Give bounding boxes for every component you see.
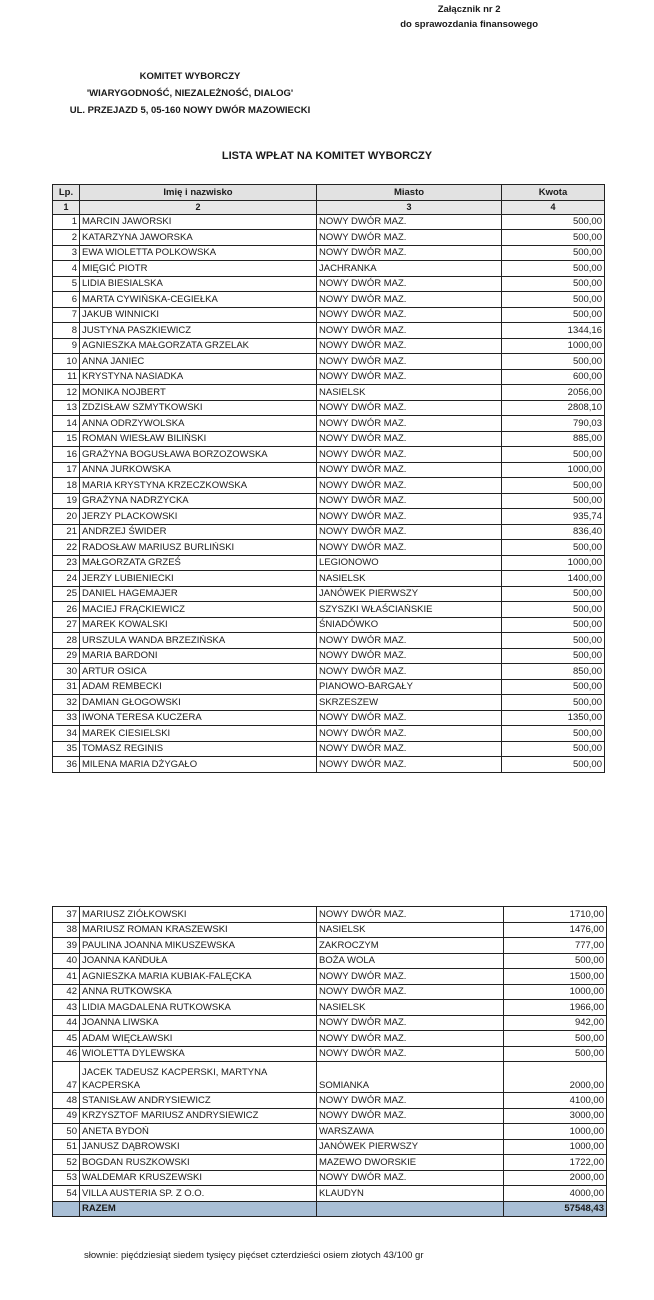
row-amount: 500,00 [502,679,605,695]
row-amount: 3000,00 [504,1108,607,1124]
row-city: NOWY DWÓR MAZ. [317,307,502,323]
row-amount: 500,00 [502,741,605,757]
table-row [53,648,605,664]
header-amount: Kwota [502,185,605,201]
row-lp: 3 [53,245,80,261]
row-city: NOWY DWÓR MAZ. [317,648,502,664]
row-amount: 500,00 [502,602,605,618]
row-city: WARSZAWA [317,1124,504,1140]
table-row [53,664,605,680]
row-lp: 12 [53,385,80,401]
row-city: SZYSZKI WŁAŚCIAŃSKIE [317,602,502,618]
row-amount: 500,00 [502,292,605,308]
row-city: NOWY DWÓR MAZ. [317,509,502,525]
row-name: ANNA JANIEC [80,354,317,370]
header-row [53,185,605,201]
table-row [53,447,605,463]
row-name: MILENA MARIA DŻYGAŁO [80,757,317,773]
row-city: NOWY DWÓR MAZ. [317,276,502,292]
row-lp: 23 [53,555,80,571]
row-lp: 26 [53,602,80,618]
row-lp: 25 [53,586,80,602]
row-amount: 935,74 [502,509,605,525]
colnum-3: 3 [317,200,502,214]
row-lp: 18 [53,478,80,494]
row-lp: 27 [53,617,80,633]
row-lp: 39 [53,938,80,954]
row-name: KATARZYNA JAWORSKA [80,230,317,246]
row-lp: 2 [53,230,80,246]
row-city: NOWY DWÓR MAZ. [317,369,502,385]
table-row [53,478,605,494]
row-lp: 52 [53,1155,80,1171]
row-amount: 500,00 [502,245,605,261]
total-label: RAZEM [80,1201,317,1217]
table-row [53,726,605,742]
row-city: NOWY DWÓR MAZ. [317,1093,504,1109]
row-city: LEGIONOWO [317,555,502,571]
row-name: ADAM REMBECKI [80,679,317,695]
table-row [53,1170,607,1186]
row-name: URSZULA WANDA BRZEZIŃSKA [80,633,317,649]
row-name: JOANNA LIWSKA [80,1015,317,1031]
row-city: NOWY DWÓR MAZ. [317,1108,504,1124]
table-row [53,586,605,602]
row-city: NOWY DWÓR MAZ. [317,416,502,432]
row-name: MARIA BARDONI [80,648,317,664]
row-lp: 47 [53,1062,80,1093]
header-city: Miasto [317,185,502,201]
table-row [53,953,607,969]
row-city: NOWY DWÓR MAZ. [317,338,502,354]
row-amount: 500,00 [502,586,605,602]
table-row [53,1155,607,1171]
row-amount: 500,00 [502,695,605,711]
table-row [53,292,605,308]
row-lp: 15 [53,431,80,447]
row-city: NOWY DWÓR MAZ. [317,969,504,985]
row-name: WIOLETTA DYLEWSKA [80,1046,317,1062]
row-amount: 850,00 [502,664,605,680]
table-row [53,323,605,339]
table-row [53,907,607,923]
table-row [53,922,607,938]
row-city: NOWY DWÓR MAZ. [317,524,502,540]
column-number-row [53,200,605,214]
table-row [53,385,605,401]
row-lp: 11 [53,369,80,385]
row-city: PIANOWO-BARGAŁY [317,679,502,695]
table-row [53,261,605,277]
row-amount: 500,00 [502,757,605,773]
row-amount: 1400,00 [502,571,605,587]
row-name: DAMIAN GŁOGOWSKI [80,695,317,711]
row-name: MAŁGORZATA GRZEŚ [80,555,317,571]
row-city: NOWY DWÓR MAZ. [317,710,502,726]
total-amount: 57548,43 [504,1201,607,1217]
row-name: ARTUR OSICA [80,664,317,680]
row-amount: 1350,00 [502,710,605,726]
row-lp: 4 [53,261,80,277]
row-name: PAULINA JOANNA MIKUSZEWSKA [80,938,317,954]
table-row [53,1186,607,1202]
attachment-note [400,2,538,32]
total-city [317,1201,504,1217]
row-lp: 49 [53,1108,80,1124]
row-name: AGNIESZKA MARIA KUBIAK-FALĘCKA [80,969,317,985]
row-amount: 500,00 [502,307,605,323]
row-city: NOWY DWÓR MAZ. [317,323,502,339]
document-title: LISTA WPŁAT NA KOMITET WYBORCZY [221,150,433,162]
row-lp: 43 [53,1000,80,1016]
row-city: NASIELSK [317,385,502,401]
row-amount: 2056,00 [502,385,605,401]
row-amount: 500,00 [502,276,605,292]
table-row [53,214,605,230]
row-amount: 1500,00 [504,969,607,985]
row-amount: 500,00 [502,540,605,556]
row-name: MARCIN JAWORSKI [80,214,317,230]
row-city: NOWY DWÓR MAZ. [317,633,502,649]
colnum-4: 4 [502,200,605,214]
row-city: NOWY DWÓR MAZ. [317,214,502,230]
row-city: NOWY DWÓR MAZ. [317,664,502,680]
row-name: JAKUB WINNICKI [80,307,317,323]
row-name: JUSTYNA PASZKIEWICZ [80,323,317,339]
row-city: SOMIANKA [317,1062,504,1093]
committee-line2: 'WIARYGODNOŚĆ, NIEZALEŻNOŚĆ, DIALOG' [86,88,294,99]
row-city: ŚNIADÓWKO [317,617,502,633]
row-lp: 14 [53,416,80,432]
row-city: JANÓWEK PIERWSZY [317,586,502,602]
row-city: NOWY DWÓR MAZ. [317,400,502,416]
row-lp: 34 [53,726,80,742]
header-name: Imię i nazwisko [80,185,317,201]
row-amount: 790,03 [502,416,605,432]
row-lp: 28 [53,633,80,649]
donations-table-part1 [52,184,605,773]
row-lp: 44 [53,1015,80,1031]
row-name: MARIUSZ ROMAN KRASZEWSKI [80,922,317,938]
row-lp: 21 [53,524,80,540]
row-name: ANETA BYDOŃ [80,1124,317,1140]
table-row [53,633,605,649]
row-lp: 10 [53,354,80,370]
row-lp: 30 [53,664,80,680]
row-city: NASIELSK [317,571,502,587]
header-lp: Lp. [53,185,80,201]
row-name: MAREK CIESIELSKI [80,726,317,742]
table-row [53,1108,607,1124]
row-city: NOWY DWÓR MAZ. [317,462,502,478]
row-amount: 2000,00 [504,1062,607,1093]
table-row [53,571,605,587]
table-row [53,1046,607,1062]
row-amount: 500,00 [502,214,605,230]
row-city: NASIELSK [317,922,504,938]
table-row [53,540,605,556]
row-lp: 36 [53,757,80,773]
table-row [53,555,605,571]
row-lp: 51 [53,1139,80,1155]
row-city: NOWY DWÓR MAZ. [317,1031,504,1047]
row-city: NOWY DWÓR MAZ. [317,478,502,494]
table-row [53,369,605,385]
table-row [53,679,605,695]
row-name: MARTA CYWIŃSKA-CEGIEŁKA [80,292,317,308]
table-row [53,307,605,323]
row-amount: 777,00 [504,938,607,954]
row-amount: 4000,00 [504,1186,607,1202]
row-lp: 46 [53,1046,80,1062]
row-city: NASIELSK [317,1000,504,1016]
row-amount: 500,00 [502,478,605,494]
row-lp: 31 [53,679,80,695]
row-amount: 600,00 [502,369,605,385]
row-amount: 1000,00 [502,462,605,478]
row-amount: 500,00 [504,953,607,969]
row-amount: 500,00 [502,354,605,370]
row-amount: 500,00 [504,1031,607,1047]
row-lp: 22 [53,540,80,556]
row-city: MAZEWO DWORSKIE [317,1155,504,1171]
table-row [53,524,605,540]
row-name: GRAŻYNA NADRZYCKA [80,493,317,509]
table-row [53,984,607,1000]
row-lp: 9 [53,338,80,354]
row-city: NOWY DWÓR MAZ. [317,447,502,463]
committee-line1: KOMITET WYBORCZY [139,71,241,82]
row-amount: 500,00 [502,493,605,509]
table-row [53,431,605,447]
row-amount: 500,00 [502,617,605,633]
row-amount: 1000,00 [502,555,605,571]
row-amount: 1722,00 [504,1155,607,1171]
row-name: IWONA TERESA KUCZERA [80,710,317,726]
row-lp: 35 [53,741,80,757]
row-lp: 37 [53,907,80,923]
row-name: MARIA KRYSTYNA KRZECZKOWSKA [80,478,317,494]
row-name: BOGDAN RUSZKOWSKI [80,1155,317,1171]
row-lp: 29 [53,648,80,664]
row-city: NOWY DWÓR MAZ. [317,540,502,556]
table-row [53,1093,607,1109]
amount-in-words: słownie: pięćdziesiąt siedem tysięcy pięćset czterdzieści osiem złotych 43/100 gr [84,1250,424,1261]
row-name: JACEK TADEUSZ KACPERSKI, MARTYNA KACPERSKA [80,1062,317,1093]
row-name: JOANNA KAŃDUŁA [80,953,317,969]
row-name: WALDEMAR KRUSZEWSKI [80,1170,317,1186]
row-name: MIĘGIĆ PIOTR [80,261,317,277]
donations-table-part2 [52,906,607,1217]
row-lp: 41 [53,969,80,985]
table-row [53,617,605,633]
row-name: ANDRZEJ ŚWIDER [80,524,317,540]
row-lp: 38 [53,922,80,938]
row-city: NOWY DWÓR MAZ. [317,757,502,773]
table-row [53,230,605,246]
row-lp: 7 [53,307,80,323]
row-name: ROMAN WIESŁAW BILIŃSKI [80,431,317,447]
row-amount: 1966,00 [504,1000,607,1016]
row-name: JANUSZ DĄBROWSKI [80,1139,317,1155]
row-name: LIDIA BIESIALSKA [80,276,317,292]
row-name: MACIEJ FRĄCKIEWICZ [80,602,317,618]
row-city: NOWY DWÓR MAZ. [317,493,502,509]
table-row [53,1062,607,1093]
row-name: MAREK KOWALSKI [80,617,317,633]
row-amount: 500,00 [502,648,605,664]
row-city: NOWY DWÓR MAZ. [317,741,502,757]
table-row [53,1031,607,1047]
attachment-line1: Załącznik nr 2 [437,4,501,15]
row-city: NOWY DWÓR MAZ. [317,245,502,261]
row-city: NOWY DWÓR MAZ. [317,431,502,447]
row-amount: 1000,00 [504,1124,607,1140]
row-lp: 32 [53,695,80,711]
row-lp: 50 [53,1124,80,1140]
row-amount: 2000,00 [504,1170,607,1186]
row-amount: 1000,00 [504,984,607,1000]
row-lp: 5 [53,276,80,292]
row-amount: 1476,00 [504,922,607,938]
row-city: ZAKROCZYM [317,938,504,954]
row-name: TOMASZ REGINIS [80,741,317,757]
row-lp: 53 [53,1170,80,1186]
row-city: NOWY DWÓR MAZ. [317,230,502,246]
row-name: MARIUSZ ZIÓŁKOWSKI [80,907,317,923]
row-city: NOWY DWÓR MAZ. [317,907,504,923]
row-amount: 1710,00 [504,907,607,923]
table-row [53,493,605,509]
table-row [53,695,605,711]
row-city: NOWY DWÓR MAZ. [317,292,502,308]
table-row [53,462,605,478]
row-amount: 1344,16 [502,323,605,339]
colnum-2: 2 [80,200,317,214]
attachment-line2: do sprawozdania finansowego [400,19,538,30]
row-lp: 54 [53,1186,80,1202]
row-name: ANNA JURKOWSKA [80,462,317,478]
row-name: GRAŻYNA BOGUSŁAWA BORZOZOWSKA [80,447,317,463]
committee-line3: UL. PRZEJAZD 5, 05-160 NOWY DWÓR MAZOWIECKI [69,105,311,116]
row-name: ANNA ODRZYWOLSKA [80,416,317,432]
row-amount: 885,00 [502,431,605,447]
total-row [53,1201,607,1217]
row-lp: 48 [53,1093,80,1109]
row-name: STANISŁAW ANDRYSIEWICZ [80,1093,317,1109]
table-row [53,1139,607,1155]
row-amount: 500,00 [502,261,605,277]
row-name: ZDZISŁAW SZMYTKOWSKI [80,400,317,416]
row-city: NOWY DWÓR MAZ. [317,1015,504,1031]
table-row [53,757,605,773]
row-amount: 2808,10 [502,400,605,416]
row-amount: 4100,00 [504,1093,607,1109]
row-name: RADOSŁAW MARIUSZ BURLIŃSKI [80,540,317,556]
row-name: MONIKA NOJBERT [80,385,317,401]
colnum-1: 1 [53,200,80,214]
table-row [53,710,605,726]
table-row [53,1000,607,1016]
row-lp: 33 [53,710,80,726]
row-lp: 16 [53,447,80,463]
row-city: BOŻA WOLA [317,953,504,969]
row-lp: 40 [53,953,80,969]
row-lp: 17 [53,462,80,478]
row-city: NOWY DWÓR MAZ. [317,726,502,742]
table-row [53,1015,607,1031]
row-name: JERZY LUBIENIECKI [80,571,317,587]
row-amount: 500,00 [502,726,605,742]
table-row [53,509,605,525]
row-amount: 500,00 [502,633,605,649]
row-amount: 500,00 [504,1046,607,1062]
row-city: NOWY DWÓR MAZ. [317,1046,504,1062]
total-lp [53,1201,80,1217]
table-row [53,741,605,757]
row-lp: 6 [53,292,80,308]
row-amount: 1000,00 [504,1139,607,1155]
table-row [53,245,605,261]
table-row [53,338,605,354]
row-amount: 942,00 [504,1015,607,1031]
table-row [53,400,605,416]
committee-header [40,68,340,119]
row-city: KLAUDYN [317,1186,504,1202]
row-name: DANIEL HAGEMAJER [80,586,317,602]
row-city: NOWY DWÓR MAZ. [317,354,502,370]
row-city: SKRZESZEW [317,695,502,711]
table-row [53,354,605,370]
row-lp: 45 [53,1031,80,1047]
row-name: KRZYSZTOF MARIUSZ ANDRYSIEWICZ [80,1108,317,1124]
row-city: JACHRANKA [317,261,502,277]
row-lp: 19 [53,493,80,509]
row-name: VILLA AUSTERIA SP. Z O.O. [80,1186,317,1202]
table-row [53,416,605,432]
row-city: NOWY DWÓR MAZ. [317,1170,504,1186]
row-name: AGNIESZKA MAŁGORZATA GRZELAK [80,338,317,354]
row-amount: 1000,00 [502,338,605,354]
row-name: EWA WIOLETTA POLKOWSKA [80,245,317,261]
row-name: LIDIA MAGDALENA RUTKOWSKA [80,1000,317,1016]
table-row [53,1124,607,1140]
row-lp: 24 [53,571,80,587]
row-lp: 8 [53,323,80,339]
row-amount: 500,00 [502,447,605,463]
row-lp: 42 [53,984,80,1000]
row-city: NOWY DWÓR MAZ. [317,984,504,1000]
row-city: JANÓWEK PIERWSZY [317,1139,504,1155]
row-amount: 836,40 [502,524,605,540]
row-name: ADAM WIĘCŁAWSKI [80,1031,317,1047]
row-lp: 1 [53,214,80,230]
row-name: ANNA RUTKOWSKA [80,984,317,1000]
table-row [53,276,605,292]
table-row [53,938,607,954]
row-amount: 500,00 [502,230,605,246]
row-lp: 13 [53,400,80,416]
table-row [53,969,607,985]
row-lp: 20 [53,509,80,525]
row-name: JERZY PLACKOWSKI [80,509,317,525]
table-row [53,602,605,618]
row-name: KRYSTYNA NASIADKA [80,369,317,385]
